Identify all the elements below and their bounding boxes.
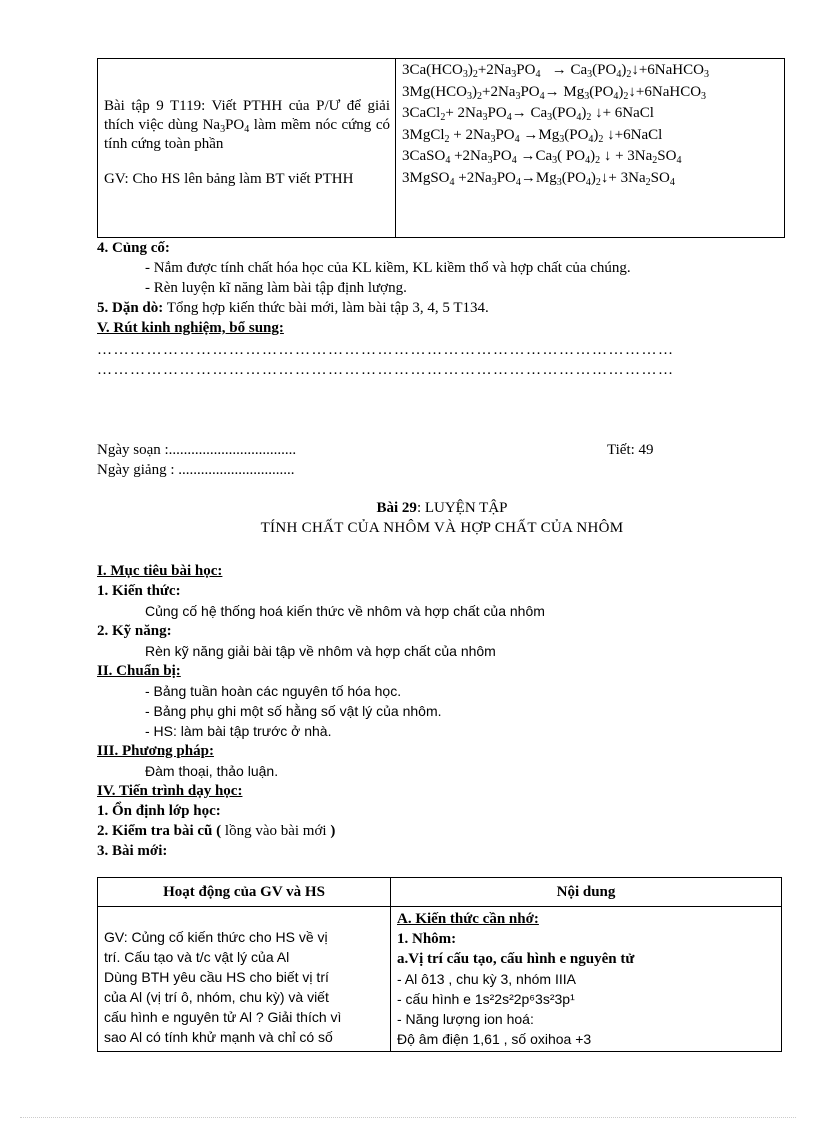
knowledge-text: Củng cố hệ thống hoá kiến thức về nhôm và hợp chất của nhôm [145,603,545,619]
ionization-line: - Năng lượng ion hoá: [397,1011,534,1027]
activity-line: Dùng BTH yêu cầu HS cho biết vị trí [104,969,329,985]
activity-line: cấu hình e nguyên tử Al ? Giải thích vì [104,1009,342,1025]
exercise-table [97,58,785,238]
page-bottom-rule [20,1117,796,1118]
preparation-item: - Bảng phụ ghi một số hằng số vật lý của nhôm. [145,703,442,719]
exercise-text: Bài tập 9 T119: Viết PTHH của P/Ư để giải thích việc dùng $Na_3PO_4$ làm mềm nóc cứng có tính cứng toàn phần [104,98,390,152]
process-step3: 3. Bài mới: [97,843,168,859]
activity-table [97,877,782,1052]
position-title: a.Vị trí cấu tạo, cấu hình e nguyên tử [397,951,635,967]
position-line: - Al ô13 , chu kỳ 3, nhóm IIIA [397,971,576,987]
lesson-title [97,498,787,538]
process-step2: 2. Kiểm tra bài cũ ( lồng vào bài mới ) [97,823,336,839]
preparation-item: - HS: làm bài tập trước ở nhà. [145,723,332,739]
content-title: A. Kiến thức cần nhớ: [397,911,539,927]
config-line: - cấu hình e 1s²2s²2p⁶3s²3p¹ [397,991,575,1007]
activity-cell [98,907,391,1052]
lesson-subtitle: TÍNH CHẤT CỦA NHÔM VÀ HỢP CHẤT CỦA NHÔM [260,520,624,536]
lesson-number: Bài 29: LUYỆN TẬP [376,500,508,516]
equation: $3Ca(HCO_3)_2+2Na_3PO_4$ → $Ca_3(PO_4)_2↓+6NaHCO_3$ [402,62,709,80]
activity-line: sao Al có tính khử mạnh và chỉ có số [104,1029,333,1045]
section5: 5. Dặn dò: Tổng hợp kiến thức bài mới, làm bài tập 3, 4, 5 T134. [97,300,489,316]
objectives-title: I. Mục tiêu bài học: [97,563,223,579]
dotted-line: …………………………………………………………………………………………… [97,342,675,358]
activity-line: của Al (vị trí ô, nhóm, chu kỳ) và viết [104,989,329,1005]
lesson-body [97,561,787,861]
activity-line: GV: Củng cố kiến thức cho HS về vị [104,929,328,945]
equation: $3Mg(HCO_3)_2+2Na_3PO_4\to$ $Mg_3(PO_4)_2↓+6NaHCO_3$ [402,83,707,102]
equation: 3CaCl$_2$+ $2Na_3PO_4\to Ca_3(PO_4)_2$ ↓+ 6NaCl [402,105,654,123]
method-text: Đàm thoại, thảo luận. [145,763,279,779]
ngay-soan: Ngày soạn :.................................. [97,442,297,458]
equation: 3CaSO$_4$ $+2Na_3PO_4 \to Ca_3$( $PO_4)_2$ ↓ + $3Na_2SO_4$ [402,148,682,166]
sectionV-title: V. Rút kinh nghiệm, bổ sung: [97,320,284,336]
section4-item: - Nắm được tính chất hóa học của KL kiềm, KL kiềm thổ và hợp chất của chúng. [145,260,631,276]
equations-cell [396,59,785,238]
section4-title: 4. Củng cố: [97,240,170,256]
header-content: Nội dung [391,878,782,907]
knowledge-title: 1. Kiến thức: [97,583,181,599]
consolidation-section [97,238,787,380]
preparation-item: - Bảng tuần hoàn các nguyên tố hóa học. [145,683,402,699]
activity-line: trí. Cấu tạo và t/c vật lý của Al [104,949,290,965]
content-cell [391,907,782,1052]
electroneg-line: Độ âm điện 1,61 , số oxihoa +3 [397,1031,592,1047]
ngay-giang: Ngày giảng : ............................... [97,462,295,478]
equation: 3MgSO$_4$ $+2Na_3PO_4\to Mg_3(PO_4)_2↓+ 3Na_2SO_4$ [402,169,675,188]
config-formula: 1s²2s²2p⁶3s²3p¹ [474,991,575,1007]
process-step1: 1. Ổn định lớp học: [97,803,221,819]
preparation-title: II. Chuẩn bị: [97,663,181,679]
process-title: IV. Tiến trình dạy học: [97,783,243,799]
tiet: Tiết: 49 [607,442,654,458]
header-activity: Hoạt động của GV và HS [98,878,391,907]
dotted-line: …………………………………………………………………………………………… [97,362,675,378]
skills-title: 2. Kỹ năng: [97,623,172,639]
gv-note: GV: Cho HS lên bảng làm BT viết PTHH [104,171,354,187]
nhom-title: 1. Nhôm: [397,931,457,947]
exercise-cell [98,59,396,238]
method-title: III. Phương pháp: [97,743,214,759]
skills-text: Rèn kỹ năng giải bài tập về nhôm và hợp chất của nhôm [145,643,496,659]
equation: 3MgCl$_2$ + $2Na_3PO_4 \to Mg_3(PO_4)_2$ ↓+6NaCl [402,126,663,145]
section4-item: - Rèn luyện kĩ năng làm bài tập định lượng. [145,280,407,296]
